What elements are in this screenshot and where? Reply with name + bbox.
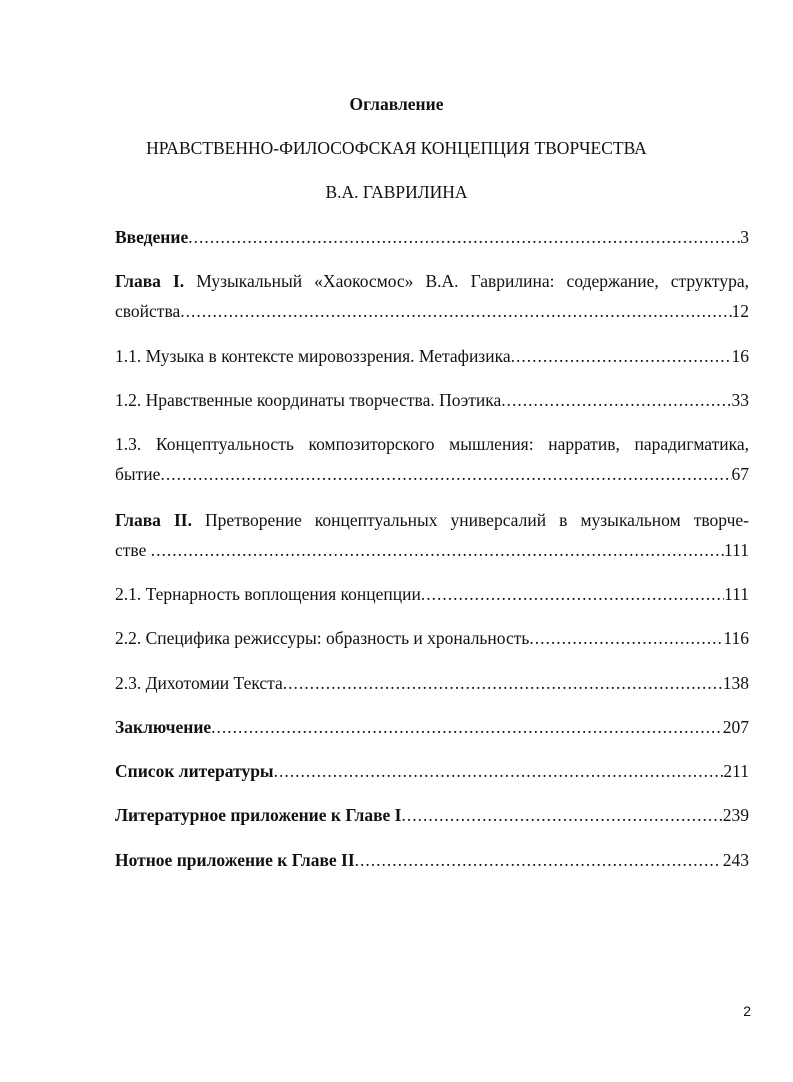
toc-entry-label: бытие [115, 464, 161, 484]
dot-leader [529, 627, 723, 649]
toc-entry-label: Нотное приложение к Главе II [115, 850, 355, 870]
toc-entry-chapter-2-line-2 [115, 539, 749, 561]
chapter-title: Претворение концептуальных универсалий в музыкальном творче- [191, 510, 749, 530]
toc-entry-label: стве [115, 540, 151, 560]
toc-entry-label: 2.2. Специфика режиссуры: образность и хрональность [115, 628, 530, 648]
dot-leader [151, 539, 724, 561]
toc-entry-page: 33 [731, 390, 749, 410]
chapter-title: Музыкальный «Хаокосмос» В.А. Гаврилина: содержание, структура, [184, 271, 749, 291]
page-number: 2 [743, 1003, 751, 1019]
toc-entry-label: Литературное приложение к Главе I [115, 805, 402, 825]
toc-entry-page: 67 [731, 464, 749, 484]
toc-heading: Оглавление [349, 94, 444, 114]
toc-entry-page: 116 [723, 628, 749, 648]
toc-entry-page: 207 [722, 717, 749, 737]
toc-entry-chapter-1-line-1 [115, 270, 749, 292]
dot-leader [501, 389, 731, 411]
toc-entry-1-3-line-1: 1.3. Концептуальность композиторского мышления: нарратив, парадигматика, [115, 434, 749, 454]
dot-leader [283, 672, 723, 694]
toc-entry-label: Заключение [115, 717, 212, 737]
dot-leader [180, 300, 731, 322]
toc-entry-label: 2.1. Тернарность воплощения концепции [115, 584, 421, 604]
dot-leader [211, 716, 723, 738]
toc-entry-chapter-2-line-1 [115, 509, 749, 531]
toc-entry-label: 2.3. Дихотомии Текста [115, 673, 283, 693]
toc-entry-page: 12 [731, 301, 749, 321]
dot-leader [188, 226, 740, 248]
dot-leader [402, 804, 723, 826]
toc-entry-1-3-line-2 [115, 463, 749, 485]
toc-entry-label: Введение [115, 227, 189, 247]
dot-leader [274, 760, 724, 782]
toc-entry-2-3 [115, 672, 749, 694]
toc-entry-2-1 [115, 583, 749, 605]
toc-entry-label: Список литературы [115, 761, 274, 781]
title-line-1: НРАВСТВЕННО-ФИЛОСОФСКАЯ КОНЦЕПЦИЯ ТВОРЧЕСТВА [146, 138, 647, 158]
toc-entry-1-2 [115, 389, 749, 411]
toc-entry-label: 1.2. Нравственные координаты творчества. Поэтика [115, 390, 502, 410]
toc-entry-bibliography [115, 760, 749, 782]
toc-entry-page: 111 [724, 584, 749, 604]
toc-entry-1-1 [115, 345, 749, 367]
dot-leader [355, 849, 719, 871]
chapter-label: Глава II. [115, 510, 192, 530]
title-line-2: В.А. ГАВРИЛИНА [325, 182, 468, 202]
toc-entry-page: 111 [724, 540, 749, 560]
toc-entry-page: 16 [731, 346, 749, 366]
toc-entry-label: свойства [115, 301, 181, 321]
toc-entry-page: 243 [718, 850, 749, 870]
toc-entry-chapter-1-line-2 [115, 300, 749, 322]
dot-leader [160, 463, 731, 485]
dot-leader [421, 583, 724, 605]
toc-entry-literary-appendix [115, 804, 749, 826]
toc-entry-musical-appendix [115, 849, 749, 871]
toc-entry-page: 3 [740, 227, 749, 247]
dot-leader [511, 345, 732, 367]
toc-entry-page: 239 [722, 805, 749, 825]
toc-entry-page: 138 [722, 673, 749, 693]
chapter-label: Глава I. [115, 271, 185, 291]
toc-entry-page: 211 [723, 761, 749, 781]
toc-entry-2-2 [115, 627, 749, 649]
toc-entry-label: 1.1. Музыка в контексте мировоззрения. Метафизика [115, 346, 511, 366]
toc-entry-conclusion [115, 716, 749, 738]
toc-entry-intro [115, 226, 749, 248]
